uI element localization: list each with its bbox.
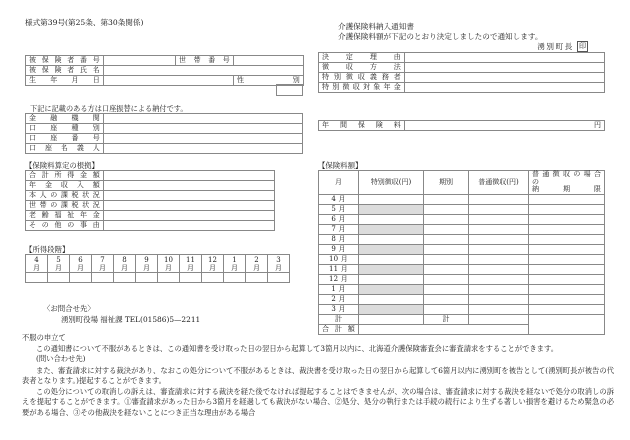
stage-value-cell[interactable] (158, 273, 180, 283)
appeal-paragraph-3: この処分についての取消しの訴えは、審査請求に対する裁決を経た後でなければ提起することはできませんが、次の場合は、審査請求に対する裁決を経ないで処分の取消しの訴えを提起することができます。①審査請求があった日から3箇月を経過しても裁決がない場合、②処分、処分の執行または手続の続行により生ずる著しい損害を避けるため緊急の必要がある場合、③その他裁決を経ないことにつき正当な理由がある場合 (22, 386, 614, 418)
account-type-label: 口 座 種 別 (26, 124, 104, 134)
table-row (26, 76, 304, 86)
table-row (319, 274, 605, 284)
premium-month-label: 10 月 (319, 254, 359, 264)
table-row (26, 66, 304, 76)
stage-month-header: 7 月 (92, 255, 114, 273)
table-row (319, 73, 605, 83)
table-row (26, 201, 275, 211)
total-income-label: 合 計 所 得 金 額 (26, 171, 104, 181)
normal-collection-cell[interactable] (469, 204, 529, 214)
deadline-header-line2: 納 期 限 (532, 185, 601, 194)
premium-month-label: 2 月 (319, 294, 359, 304)
insured-person-table (25, 55, 304, 86)
other-reason-field[interactable] (104, 221, 275, 231)
stage-value-cell[interactable] (92, 273, 114, 283)
basis-caption: 【保険料算定の根拠】 (25, 161, 99, 170)
special-collector-field[interactable] (405, 73, 605, 83)
payment-deadline-cell[interactable] (529, 234, 605, 244)
special-collection-cell[interactable] (359, 274, 424, 284)
payment-deadline-cell[interactable] (529, 224, 605, 234)
old-age-pension-field[interactable] (104, 211, 275, 221)
seal-icon: 印 (579, 42, 586, 50)
table-row (319, 214, 605, 224)
stage-value-cell[interactable] (114, 273, 136, 283)
table-row (26, 114, 303, 124)
stage-month-header: 1 月 (224, 255, 246, 273)
stage-month-header: 9 月 (136, 255, 158, 273)
table-row (319, 224, 605, 234)
special-collection-cell (359, 304, 424, 314)
premium-amount-table (318, 170, 605, 335)
table-row (26, 211, 275, 221)
stage-value-cell[interactable] (268, 273, 290, 283)
decision-reason-field[interactable] (405, 53, 605, 63)
stage-value-cell[interactable] (136, 273, 158, 283)
insured-number-label: 被 保 険 者 番 号 (26, 56, 104, 66)
normal-collection-cell[interactable] (469, 214, 529, 224)
gender-field[interactable] (277, 84, 303, 95)
premium-month-label: 4 月 (319, 194, 359, 204)
table-row (319, 244, 605, 254)
stage-month-header: 11 月 (180, 255, 202, 273)
table-row (319, 284, 605, 294)
special-collection-cell (359, 264, 424, 274)
stage-month-header: 6 月 (70, 255, 92, 273)
subtotal-label: 計 (319, 314, 359, 324)
account-number-label: 口 座 番 号 (26, 134, 104, 144)
special-collection-cell (359, 244, 424, 254)
term-cell[interactable] (424, 194, 469, 204)
special-collection-cell[interactable] (359, 254, 424, 264)
premium-month-label: 11 月 (319, 264, 359, 274)
payment-deadline-cell[interactable] (529, 194, 605, 204)
term-cell[interactable] (424, 214, 469, 224)
term-cell[interactable] (424, 244, 469, 254)
appeal-heading: 不服の申立て (22, 333, 66, 342)
income-stage-table (25, 254, 290, 283)
stage-value-cell[interactable] (180, 273, 202, 283)
payment-deadline-cell[interactable] (529, 304, 605, 314)
gender-label: 性 別 (234, 76, 304, 86)
appeal-block (22, 333, 614, 419)
birthdate-label: 生 年 月 日 (26, 76, 104, 86)
table-row (26, 181, 275, 191)
normal-collection-cell[interactable] (469, 304, 529, 314)
bank-account-table (25, 113, 303, 154)
table-row (26, 273, 290, 283)
appeal-paragraph-2: また、審査請求に対する裁決があり、なおこの処分について不服があるときは、裁決書を受け取った日の翌日から起算して6箇月以内に湧別町を被告として(湧別町長が被告の代表者となります。)提起することができます。 (22, 365, 614, 386)
premium-month-label: 8 月 (319, 234, 359, 244)
account-holder-field[interactable] (104, 144, 303, 154)
col-header-term: 期別 (424, 171, 469, 195)
table-row-subtotal (319, 314, 605, 324)
payment-deadline-cell[interactable] (529, 274, 605, 284)
subtotal-term-label: 計 (424, 314, 469, 324)
premium-month-label: 7 月 (319, 224, 359, 234)
table-row (319, 204, 605, 214)
stage-month-header: 4 月 (26, 255, 48, 273)
normal-collection-cell[interactable] (469, 294, 529, 304)
self-tax-status-field[interactable] (104, 191, 275, 201)
target-pension-field[interactable] (405, 83, 605, 93)
special-collection-cell[interactable] (359, 234, 424, 244)
stage-value-cell[interactable] (26, 273, 48, 283)
stage-value-cell[interactable] (224, 273, 246, 283)
grand-total-label: 合 計 額 (319, 324, 359, 334)
table-row (319, 171, 605, 195)
form-number: 様式第39号(第25条、第30条関係) (25, 18, 144, 27)
table-row (26, 221, 275, 231)
table-row (319, 121, 605, 131)
premium-month-label: 6 月 (319, 214, 359, 224)
appeal-contact-note: (問い合わせ先) (36, 354, 86, 364)
contact-block (43, 303, 200, 325)
term-cell[interactable] (424, 284, 469, 294)
pension-income-field[interactable] (104, 181, 275, 191)
term-cell[interactable] (424, 254, 469, 264)
table-row (26, 134, 303, 144)
deadline-header-line1: 普 通 徴 収 の 場 合 の (532, 170, 601, 186)
pension-income-label: 年 金 収 入 額 (26, 181, 104, 191)
table-row (26, 171, 275, 181)
payment-deadline-cell[interactable] (529, 254, 605, 264)
premium-month-label: 12 月 (319, 274, 359, 284)
special-collector-label: 特 別 徴 収 義 務 者 (319, 73, 405, 83)
annual-premium-label: 年 間 保 険 料 (319, 121, 405, 131)
table-row (319, 83, 605, 93)
special-collection-cell[interactable] (359, 194, 424, 204)
contact-detail: 湧別町役場 福祉課 TEL(01586)5—2211 (61, 315, 201, 325)
payment-deadline-cell[interactable] (529, 284, 605, 294)
appeal-paragraph-1: この通知書について不服があるときは、この通知書を受け取った日の翌日から起算して3箇月以内に、北海道介護保険審査会に審査請求をすることができます。 (36, 343, 558, 353)
table-row (26, 191, 275, 201)
normal-collection-cell[interactable] (469, 194, 529, 204)
collection-method-field[interactable] (405, 63, 605, 73)
normal-collection-cell[interactable] (469, 274, 529, 284)
subtotal-normal-field[interactable] (469, 314, 529, 324)
special-collection-cell (359, 204, 424, 214)
term-cell[interactable] (424, 204, 469, 214)
normal-collection-cell[interactable] (469, 224, 529, 234)
stage-month-header: 10 月 (158, 255, 180, 273)
stage-month-header: 8 月 (114, 255, 136, 273)
term-cell[interactable] (424, 224, 469, 234)
premium-month-label: 9 月 (319, 244, 359, 254)
payment-deadline-cell[interactable] (529, 264, 605, 274)
term-cell[interactable] (424, 234, 469, 244)
bank-institution-label: 金 融 機 関 (26, 114, 104, 124)
household-tax-status-label: 世 帯 の 課 税 状 況 (26, 201, 104, 211)
payment-deadline-cell[interactable] (529, 294, 605, 304)
special-collection-cell[interactable] (359, 294, 424, 304)
deadline-spacer-cell (529, 314, 605, 334)
gender-value-table (276, 84, 303, 96)
insured-number-field[interactable] (104, 56, 176, 66)
table-row (277, 84, 303, 95)
target-pension-label: 特 別 徴 収 対 象 年 金 (319, 83, 405, 93)
payment-deadline-cell[interactable] (529, 214, 605, 224)
premium-month-label: 5 月 (319, 204, 359, 214)
term-cell[interactable] (424, 294, 469, 304)
col-header-payment-deadline (529, 171, 605, 195)
household-number-field[interactable] (234, 56, 304, 66)
insured-name-field[interactable] (104, 66, 304, 76)
table-row (319, 63, 605, 73)
stage-month-header: 3 月 (268, 255, 290, 273)
notice-heading (338, 22, 542, 43)
stage-value-cell[interactable] (246, 273, 268, 283)
normal-collection-cell[interactable] (469, 234, 529, 244)
stage-value-cell[interactable] (48, 273, 70, 283)
birthdate-field[interactable] (104, 76, 234, 86)
stage-month-header: 5 月 (48, 255, 70, 273)
normal-collection-cell[interactable] (469, 264, 529, 274)
issuer-line (338, 41, 588, 52)
table-row (319, 294, 605, 304)
col-header-special-collection: 特別徴収(円) (359, 171, 424, 195)
table-row (26, 144, 303, 154)
annual-premium-table (318, 120, 605, 131)
col-header-month: 月 (319, 171, 359, 195)
table-row (319, 194, 605, 204)
insured-name-label: 被 保 険 者 氏 名 (26, 66, 104, 76)
bank-institution-field[interactable] (104, 114, 303, 124)
stage-month-header: 2 月 (246, 255, 268, 273)
table-row (319, 264, 605, 274)
household-tax-status-field[interactable] (104, 201, 275, 211)
payment-deadline-cell[interactable] (529, 204, 605, 214)
stage-value-cell[interactable] (202, 273, 224, 283)
table-row (26, 255, 290, 273)
account-holder-label: 口 座 名 義 人 (26, 144, 104, 154)
premium-month-label: 1 月 (319, 284, 359, 294)
table-row (319, 53, 605, 63)
contact-heading: 〈お問合せ先〉 (43, 304, 95, 313)
subtotal-special-field[interactable] (359, 314, 424, 324)
term-cell[interactable] (424, 274, 469, 284)
special-collection-cell (359, 224, 424, 234)
normal-collection-cell[interactable] (469, 244, 529, 254)
table-row (319, 234, 605, 244)
table-row (319, 304, 605, 314)
col-header-normal-collection: 普通徴収(円) (469, 171, 529, 195)
account-number-field[interactable] (104, 134, 303, 144)
notice-title: 介護保険料納入通知書 (338, 22, 414, 31)
other-reason-label: そ の 他 の 事 由 (26, 221, 104, 231)
table-row (26, 124, 303, 134)
decision-reason-label: 決 定 理 由 (319, 53, 405, 63)
premium-month-label: 3 月 (319, 304, 359, 314)
table-row (26, 56, 304, 66)
payment-deadline-cell[interactable] (529, 244, 605, 254)
old-age-pension-label: 老 齢 福 祉 年 金 (26, 211, 104, 221)
stage-value-cell[interactable] (70, 273, 92, 283)
decision-table (318, 52, 605, 93)
collection-method-label: 徴 収 方 法 (319, 63, 405, 73)
term-cell[interactable] (424, 264, 469, 274)
annual-premium-field[interactable] (405, 121, 605, 131)
self-tax-status-label: 本 人 の 課 税 状 況 (26, 191, 104, 201)
notice-subtitle: 介護保険料額が下記のとおり決定しましたので通知します。 (338, 32, 543, 42)
household-number-label: 世 帯 番 号 (176, 56, 234, 66)
table-row (319, 254, 605, 264)
premium-basis-table (25, 170, 275, 231)
special-collection-cell[interactable] (359, 214, 424, 224)
stage-month-header: 12 月 (202, 255, 224, 273)
normal-collection-cell[interactable] (469, 284, 529, 294)
issuer-name: 湧別町長 (537, 41, 574, 51)
bank-transfer-note: 下記に記載のある方は口座振替による納付です。 (30, 104, 188, 113)
special-collection-cell (359, 284, 424, 294)
account-type-field[interactable] (104, 124, 303, 134)
term-cell[interactable] (424, 304, 469, 314)
annual-premium-unit: 円 (594, 121, 601, 130)
income-stage-caption: 【所得段階】 (25, 245, 70, 254)
total-income-field[interactable] (104, 171, 275, 181)
premium-caption: 【保険料額】 (318, 161, 363, 170)
normal-collection-cell[interactable] (469, 254, 529, 264)
